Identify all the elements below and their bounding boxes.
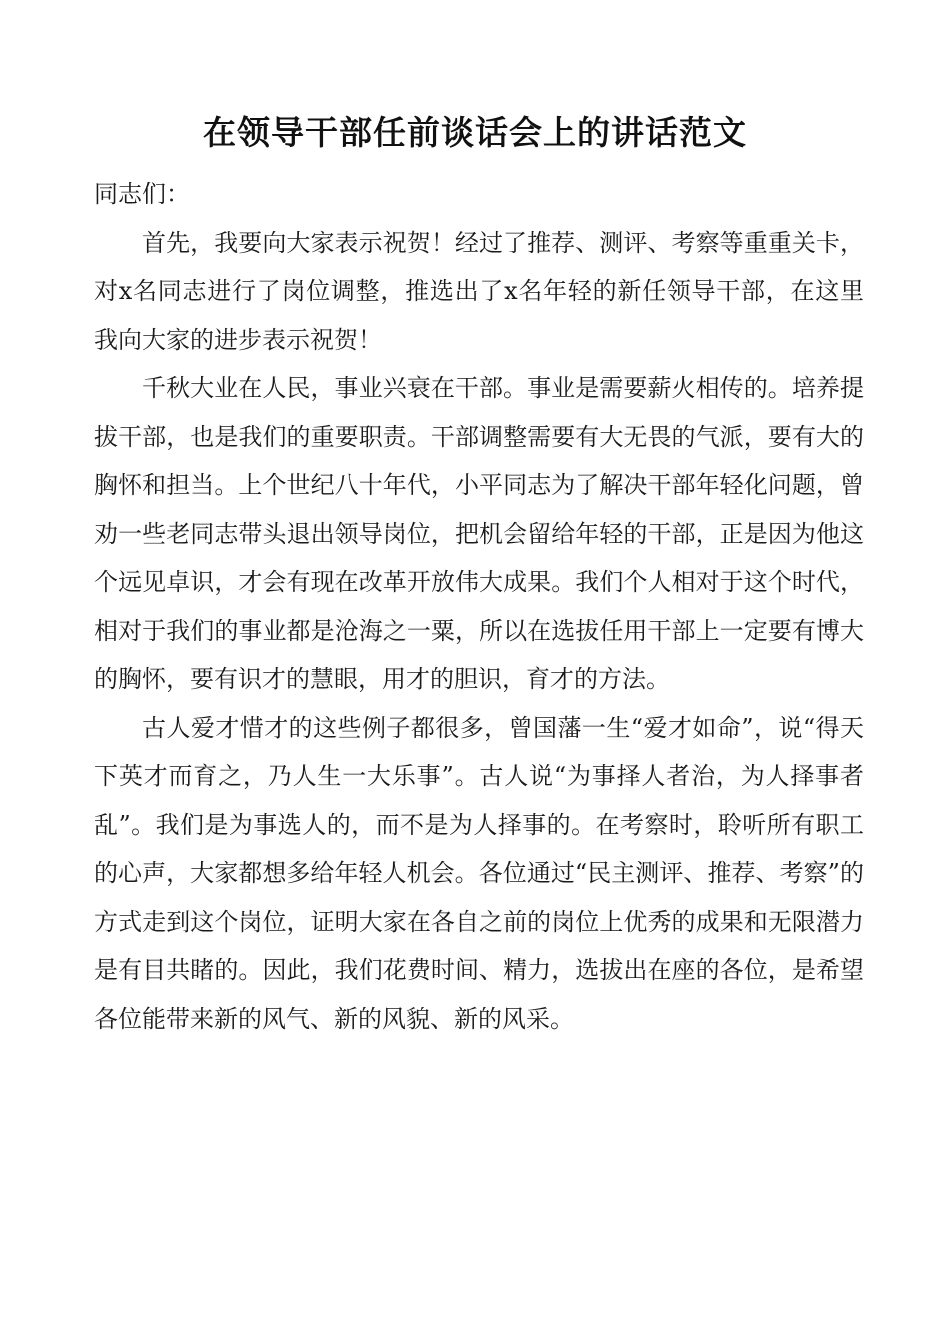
paragraph-talent-selection: 古人爱才惜才的这些例子都很多，曾国藩一生“爱才如命”，说“得天下英才而育之，乃人生一大乐事”。古人说“为事择人者治，为人择事者乱”。我们是为事选人的，而不是为人择事的。在考察时，聆听所有职工的心声，大家都想多给年轻人机会。各位通过“民主测评、推荐、考察”的方式走到这个岗位，证明大家在各自之前的岗位上优秀的成果和无限潜力是有目共睹的。因此，我们花费时间、精力，选拔出在座的各位，是希望各位能带来新的风气、新的风貌、新的风采。 xyxy=(94,713,864,1033)
salutation: 同志们： xyxy=(94,180,190,208)
paragraph-congratulations: 首先，我要向大家表示祝贺！经过了推荐、测评、考察等重重关卡，对x名同志进行了岗位调整，推选出了x名年轻的新任领导干部，在这里我向大家的进步表示祝贺！ xyxy=(94,228,864,354)
paragraph-cadre-development: 千秋大业在人民，事业兴衰在干部。事业是需要薪火相传的。培养提拔干部，也是我们的重要职责。干部调整需要有大无畏的气派，要有大的胸怀和担当。上个世纪八十年代，小平同志为了解决干部年轻化问题，曾劝一些老同志带头退出领导岗位，把机会留给年轻的干部，正是因为他这个远见卓识，才会有现在改革开放伟大成果。我们个人相对于这个时代，相对于我们的事业都是沧海之一粟，所以在选拔任用干部上一定要有博大的胸怀，要有识才的慧眼，用才的胆识，育才的方法。 xyxy=(94,374,864,693)
document-title: 在领导干部任前谈话会上的讲话范文 xyxy=(203,113,747,152)
document-body xyxy=(94,170,864,1043)
